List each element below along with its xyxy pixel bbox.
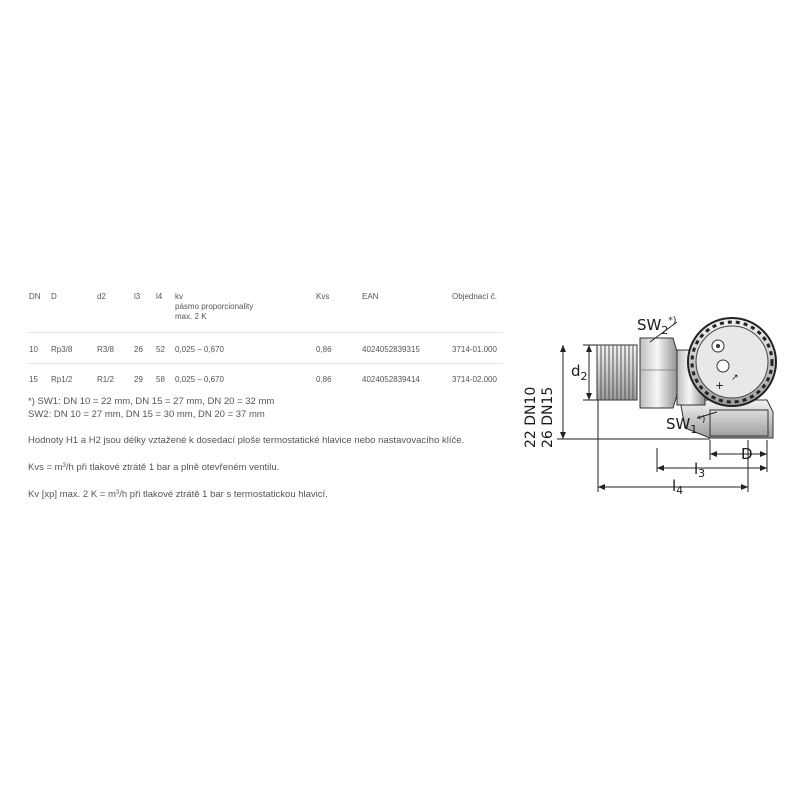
- label-dn10: 22 DN10: [523, 386, 539, 448]
- note-kvs-sup: 3: [62, 463, 66, 469]
- header-l3: l3: [134, 292, 141, 301]
- cell-l4: 52: [156, 345, 165, 354]
- cell-d: Rp3/8: [51, 345, 73, 354]
- note-kv: [28, 489, 328, 501]
- arrow-icon: ↗: [731, 373, 739, 383]
- cell-kv: 0,025 – 0,670: [175, 345, 224, 354]
- header-kv-sub2: max. 2 K: [175, 312, 207, 321]
- header-kvs: Kvs: [316, 292, 330, 301]
- label-l3: $l_3$: [694, 460, 706, 480]
- table-divider: [28, 363, 503, 364]
- label-dn15: 26 DN15: [540, 386, 556, 448]
- cell-order: 3714-02.000: [452, 375, 497, 384]
- label-d2: $d_2$: [571, 362, 588, 383]
- note-kvs-post: /h při tlakové ztrátě 1 bar a plně otevřeném ventilu.: [65, 462, 280, 473]
- header-d2: d2: [97, 292, 106, 301]
- label-d: D: [741, 445, 753, 463]
- label-sw2: $SW_2^{*)}$: [637, 316, 677, 337]
- label-sw1: $SW_1^{*)}$: [666, 415, 706, 436]
- cell-l3: 29: [134, 375, 143, 384]
- header-d: D: [51, 292, 57, 301]
- header-ean: EAN: [362, 292, 379, 301]
- note-hodnoty: Hodnoty H1 a H2 jsou délky vztažené k dosedací ploše termostatické hlavice nebo nastavovacího klíče.: [28, 435, 465, 446]
- cell-kvs: 0,86: [316, 375, 332, 384]
- table-divider: [28, 332, 503, 333]
- note-kv-post: /h při tlakové ztrátě 1 bar s termostatickou hlavicí.: [119, 489, 328, 500]
- header-kv-sub1: pásmo proporcionality: [175, 302, 254, 311]
- note-kvs-pre: Kvs = m: [28, 462, 63, 473]
- header-kv-title: kv: [175, 292, 183, 301]
- header-dn: DN: [29, 292, 41, 301]
- cell-l3: 26: [134, 345, 143, 354]
- valve-drawing: [505, 300, 795, 500]
- cell-dn: 15: [29, 375, 38, 384]
- header-order: Objednací č.: [452, 292, 497, 301]
- note-kv-pre: Kv [xp] max. 2 K = m: [28, 489, 116, 500]
- cell-order: 3714-01.000: [452, 345, 497, 354]
- cell-d2: R3/8: [97, 345, 114, 354]
- cell-d2: R1/2: [97, 375, 114, 384]
- cell-ean: 4024052839315: [362, 345, 420, 354]
- cell-ean: 4024052839414: [362, 375, 420, 384]
- cell-dn: 10: [29, 345, 38, 354]
- note-sw2: SW2: DN 10 = 27 mm, DN 15 = 30 mm, DN 20 = 37 mm: [28, 409, 265, 420]
- cell-kvs: 0,86: [316, 345, 332, 354]
- cell-l4: 58: [156, 375, 165, 384]
- header-l4: l4: [156, 292, 163, 301]
- note-sw1: *) SW1: DN 10 = 22 mm, DN 15 = 27 mm, DN 20 = 32 mm: [28, 396, 275, 407]
- cell-kv: 0,025 – 0,670: [175, 375, 224, 384]
- note-kvs: [28, 462, 279, 474]
- cell-d: Rp1/2: [51, 375, 73, 384]
- header-kv: [175, 292, 253, 322]
- plus-icon: +: [715, 379, 725, 392]
- note-kv-sup: 3: [115, 490, 120, 496]
- hex-nut-sw2: [640, 338, 678, 408]
- label-l4: $l_4$: [672, 477, 684, 497]
